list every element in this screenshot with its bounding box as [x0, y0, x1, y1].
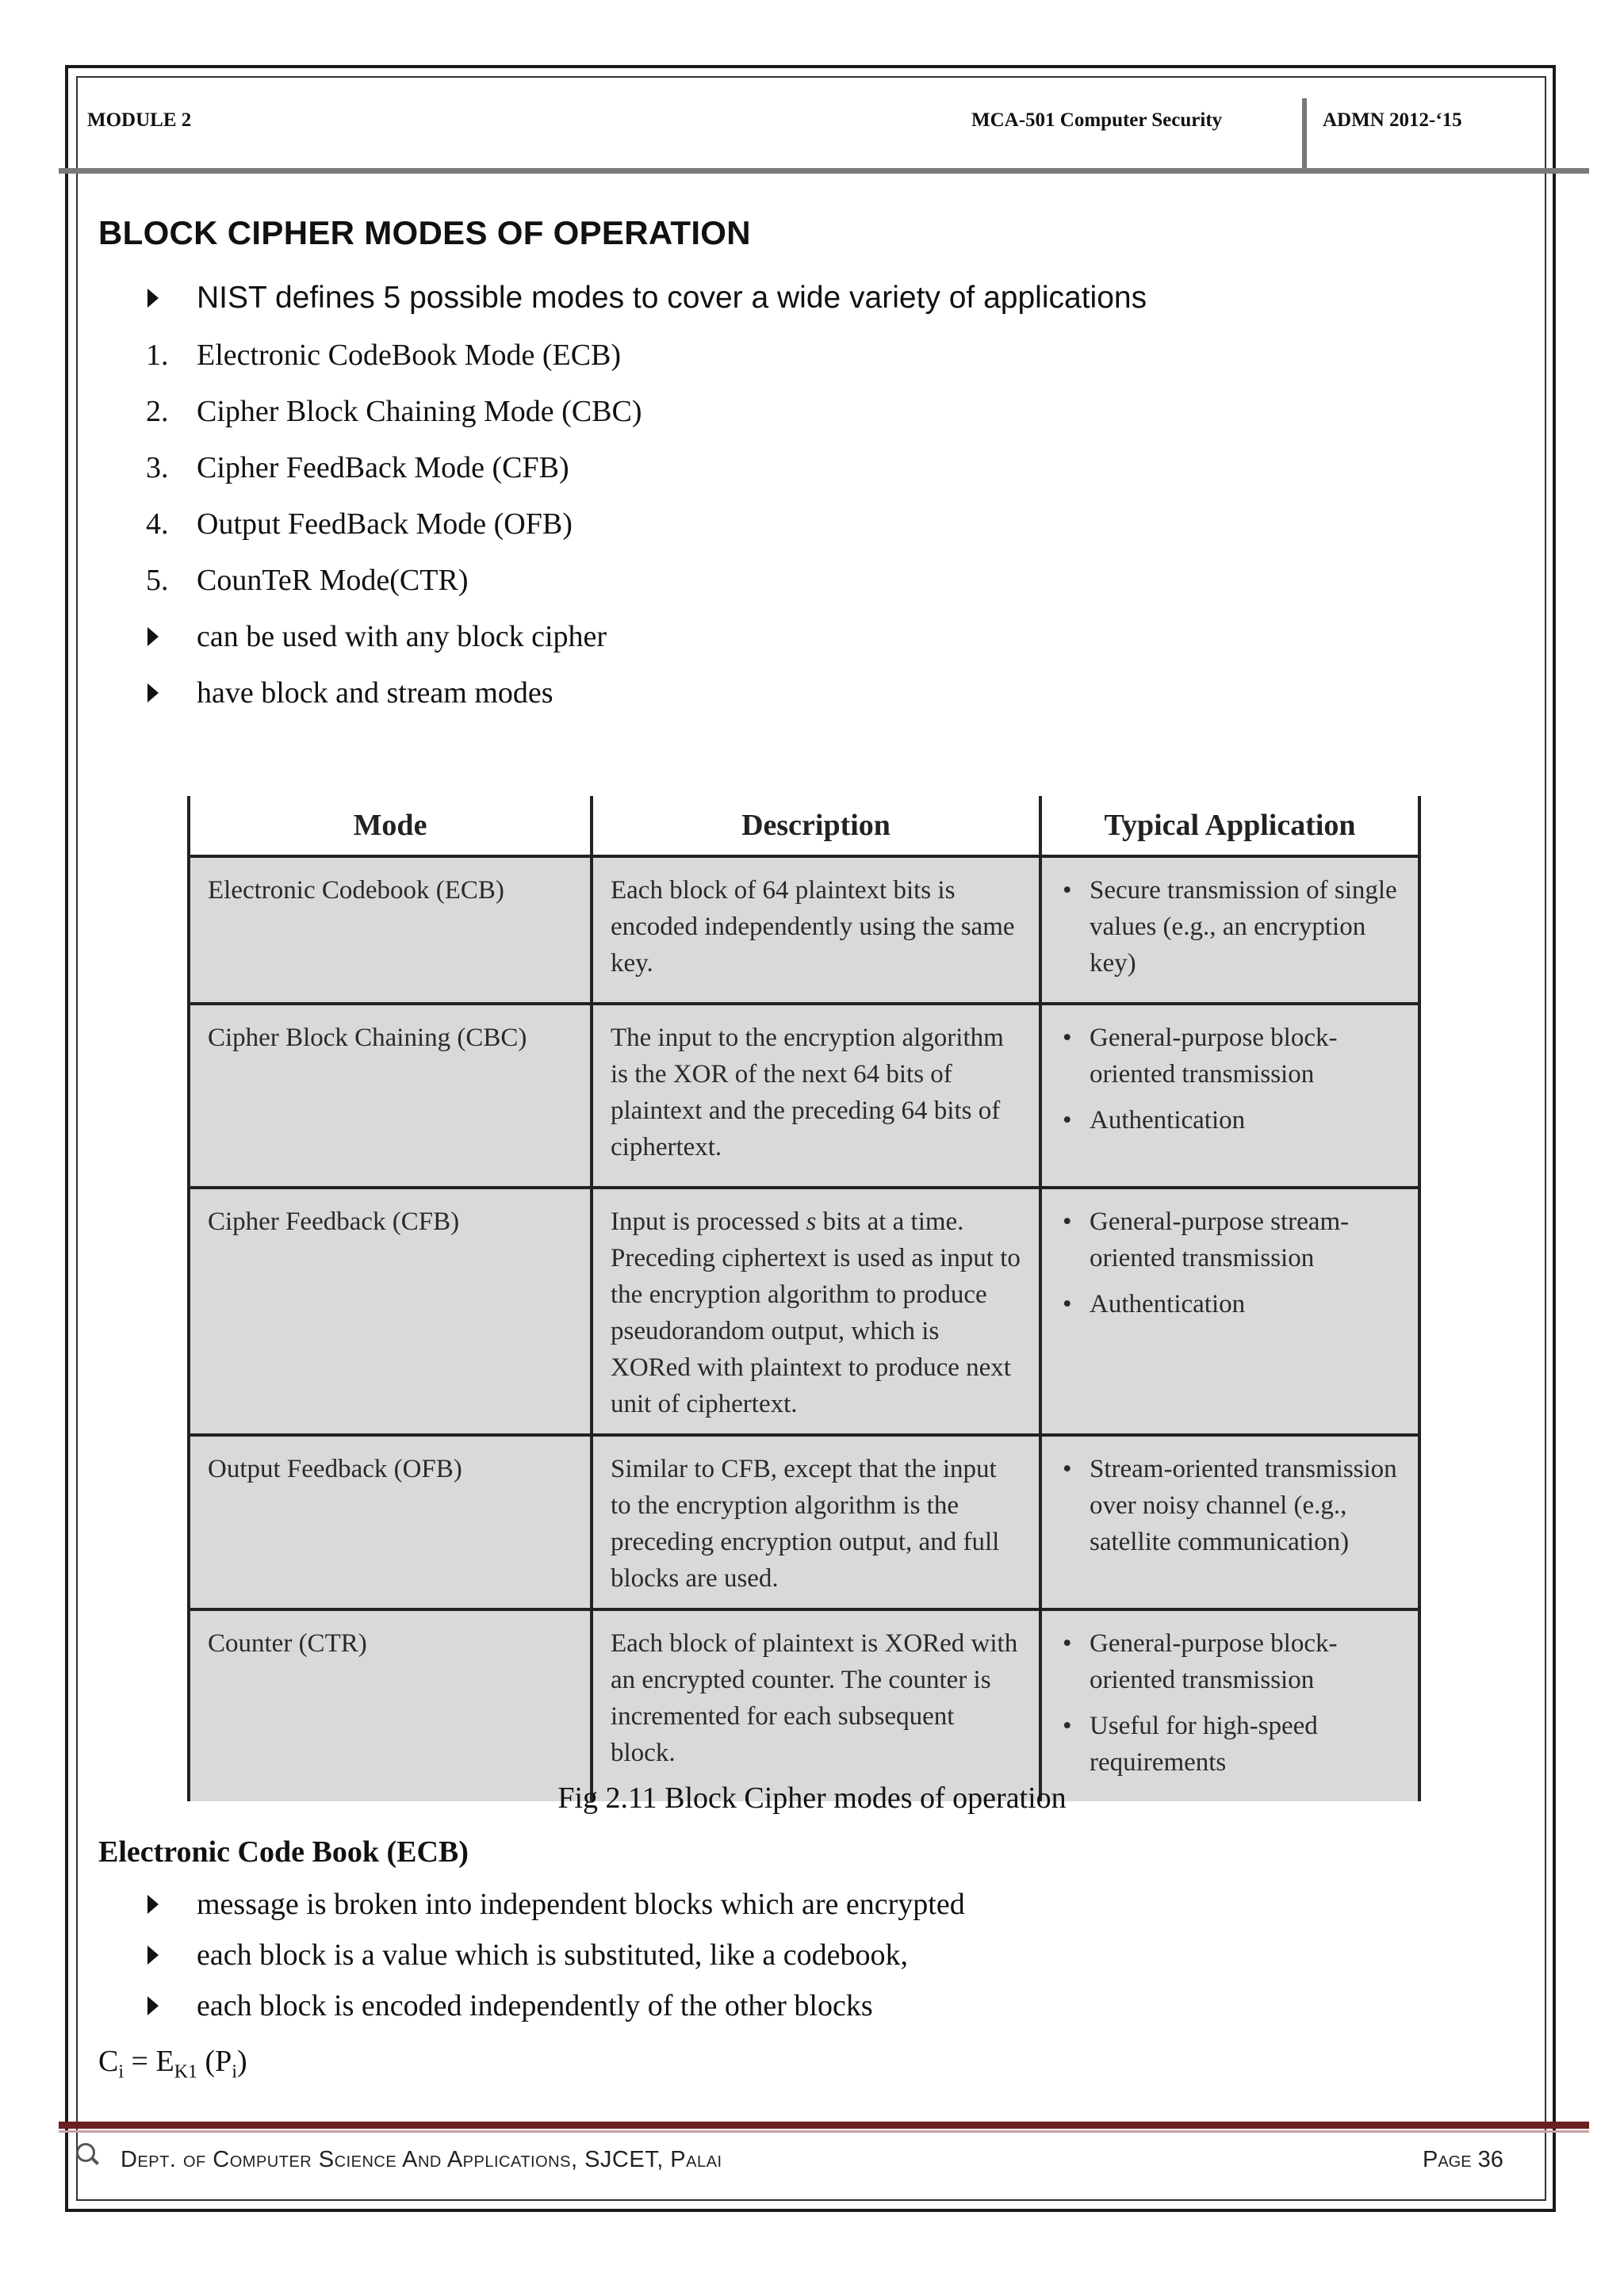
formula-close: )	[237, 2045, 247, 2078]
list-number: 5.	[146, 564, 169, 597]
table-row	[189, 1004, 1419, 1188]
cell-applications	[1040, 1435, 1419, 1609]
ecb-bullet-text: each block is encoded independently of the other blocks	[197, 1989, 873, 2022]
header-module: MODULE 2	[87, 109, 192, 131]
magnifier-icon	[76, 2143, 95, 2162]
application-item: • General-purpose block-oriented transmission	[1059, 1020, 1400, 1093]
cell-mode: Cipher Feedback (CFB)	[189, 1188, 592, 1435]
cell-description: Similar to CFB, except that the input to the encryption algorithm is the preceding encryption output, and full blocks are used.	[592, 1435, 1040, 1609]
cell-applications	[1040, 1609, 1419, 1801]
application-item: • Authentication	[1059, 1286, 1400, 1322]
bullet-arrow-icon	[147, 1946, 159, 1965]
application-item: • General-purpose stream-oriented transmission	[1059, 1203, 1400, 1276]
cell-mode: Output Feedback (OFB)	[189, 1435, 592, 1609]
cell-description: Each block of 64 plaintext bits is encoded independently using the same key.	[592, 856, 1040, 1004]
column-header-application: Typical Application	[1040, 796, 1419, 856]
table-row	[189, 856, 1419, 1004]
ecb-bullet-text: each block is a value which is substituted, like a codebook,	[197, 1938, 908, 1972]
cell-description: Input is processed s bits at a time. Preceding ciphertext is used as input to the encryption algorithm to produce pseudorandom output, which is XORed with plaintext to produce next unit of ciphertext.	[592, 1188, 1040, 1435]
table-header-row	[189, 796, 1419, 856]
formula-subscript: i	[118, 2061, 124, 2083]
header-course: MCA-501 Computer Security	[971, 109, 1223, 131]
extra-bullet-text: can be used with any block cipher	[197, 620, 607, 653]
bullet-arrow-icon	[147, 289, 159, 308]
cell-mode: Electronic Codebook (ECB)	[189, 856, 592, 1004]
intro-bullet-text: NIST defines 5 possible modes to cover a wide variety of applications	[197, 281, 1147, 315]
cell-applications	[1040, 1004, 1419, 1188]
formula-key-subscript: K1	[174, 2061, 198, 2083]
table-row	[189, 1435, 1419, 1609]
list-text: Electronic CodeBook Mode (ECB)	[197, 339, 622, 372]
formula-e: = E	[124, 2045, 174, 2078]
figure-caption: Fig 2.11 Block Cipher modes of operation	[557, 1781, 1067, 1815]
column-header-description: Description	[592, 796, 1040, 856]
bullet-arrow-icon	[147, 1996, 159, 2015]
modes-table	[187, 796, 1421, 1801]
s-variable: s	[806, 1207, 817, 1236]
table-row	[189, 1609, 1419, 1801]
bullet-arrow-icon	[147, 683, 159, 702]
section-title: BLOCK CIPHER MODES OF OPERATION	[98, 214, 751, 251]
cell-description: Each block of plaintext is XORed with an encrypted counter. The counter is incremented for each subsequent block.	[592, 1609, 1040, 1801]
application-item: • Useful for high-speed requirements	[1059, 1708, 1400, 1781]
cell-mode: Cipher Block Chaining (CBC)	[189, 1004, 592, 1188]
list-text: Output FeedBack Mode (OFB)	[197, 507, 573, 541]
cell-applications	[1040, 856, 1419, 1004]
application-item: • General-purpose block-oriented transmission	[1059, 1625, 1400, 1698]
application-item: • Secure transmission of single values (e.g., an encryption key)	[1059, 872, 1400, 982]
footer-rule	[59, 2122, 1589, 2129]
formula-p: (P	[197, 2045, 232, 2078]
ecb-formula	[98, 2044, 247, 2084]
ecb-heading: Electronic Code Book (ECB)	[98, 1835, 469, 1869]
header-divider	[1302, 98, 1307, 168]
list-number: 2.	[146, 395, 169, 428]
formula-c: C	[98, 2045, 119, 2078]
mode-list-item	[146, 338, 621, 373]
footer-page-number: Page 36	[1423, 2147, 1503, 2172]
footer-rule-accent	[59, 2130, 1589, 2133]
mode-list-item	[146, 563, 468, 598]
header-admn: ADMN 2012-‘15	[1323, 109, 1462, 131]
extra-bullet-text: have block and stream modes	[197, 676, 553, 710]
list-number: 1.	[146, 339, 169, 372]
table-row	[189, 1188, 1419, 1435]
footer-department: Dept. of Computer Science And Applications, SJCET, Palai	[121, 2147, 722, 2172]
list-number: 4.	[146, 507, 169, 541]
list-text: CounTeR Mode(CTR)	[197, 564, 469, 597]
application-item: • Authentication	[1059, 1102, 1400, 1138]
column-header-mode: Mode	[189, 796, 592, 856]
page-header	[79, 79, 1543, 168]
formula-subscript: i	[232, 2061, 237, 2083]
mode-list-item	[146, 394, 642, 429]
cell-mode: Counter (CTR)	[189, 1609, 592, 1801]
bullet-arrow-icon	[147, 1895, 159, 1914]
list-text: Cipher Block Chaining Mode (CBC)	[197, 395, 642, 428]
list-text: Cipher FeedBack Mode (CFB)	[197, 451, 569, 484]
mode-list-item	[146, 507, 573, 541]
cell-applications	[1040, 1188, 1419, 1435]
mode-list-item	[146, 450, 569, 485]
list-number: 3.	[146, 451, 169, 484]
header-rule	[59, 168, 1589, 174]
bullet-arrow-icon	[147, 627, 159, 646]
ecb-bullet-text: message is broken into independent blocks which are encrypted	[197, 1888, 965, 1921]
application-item: • Stream-oriented transmission over noisy channel (e.g., satellite communication)	[1059, 1451, 1400, 1560]
cell-description: The input to the encryption algorithm is the XOR of the next 64 bits of plaintext and the preceding 64 bits of ciphertext.	[592, 1004, 1040, 1188]
